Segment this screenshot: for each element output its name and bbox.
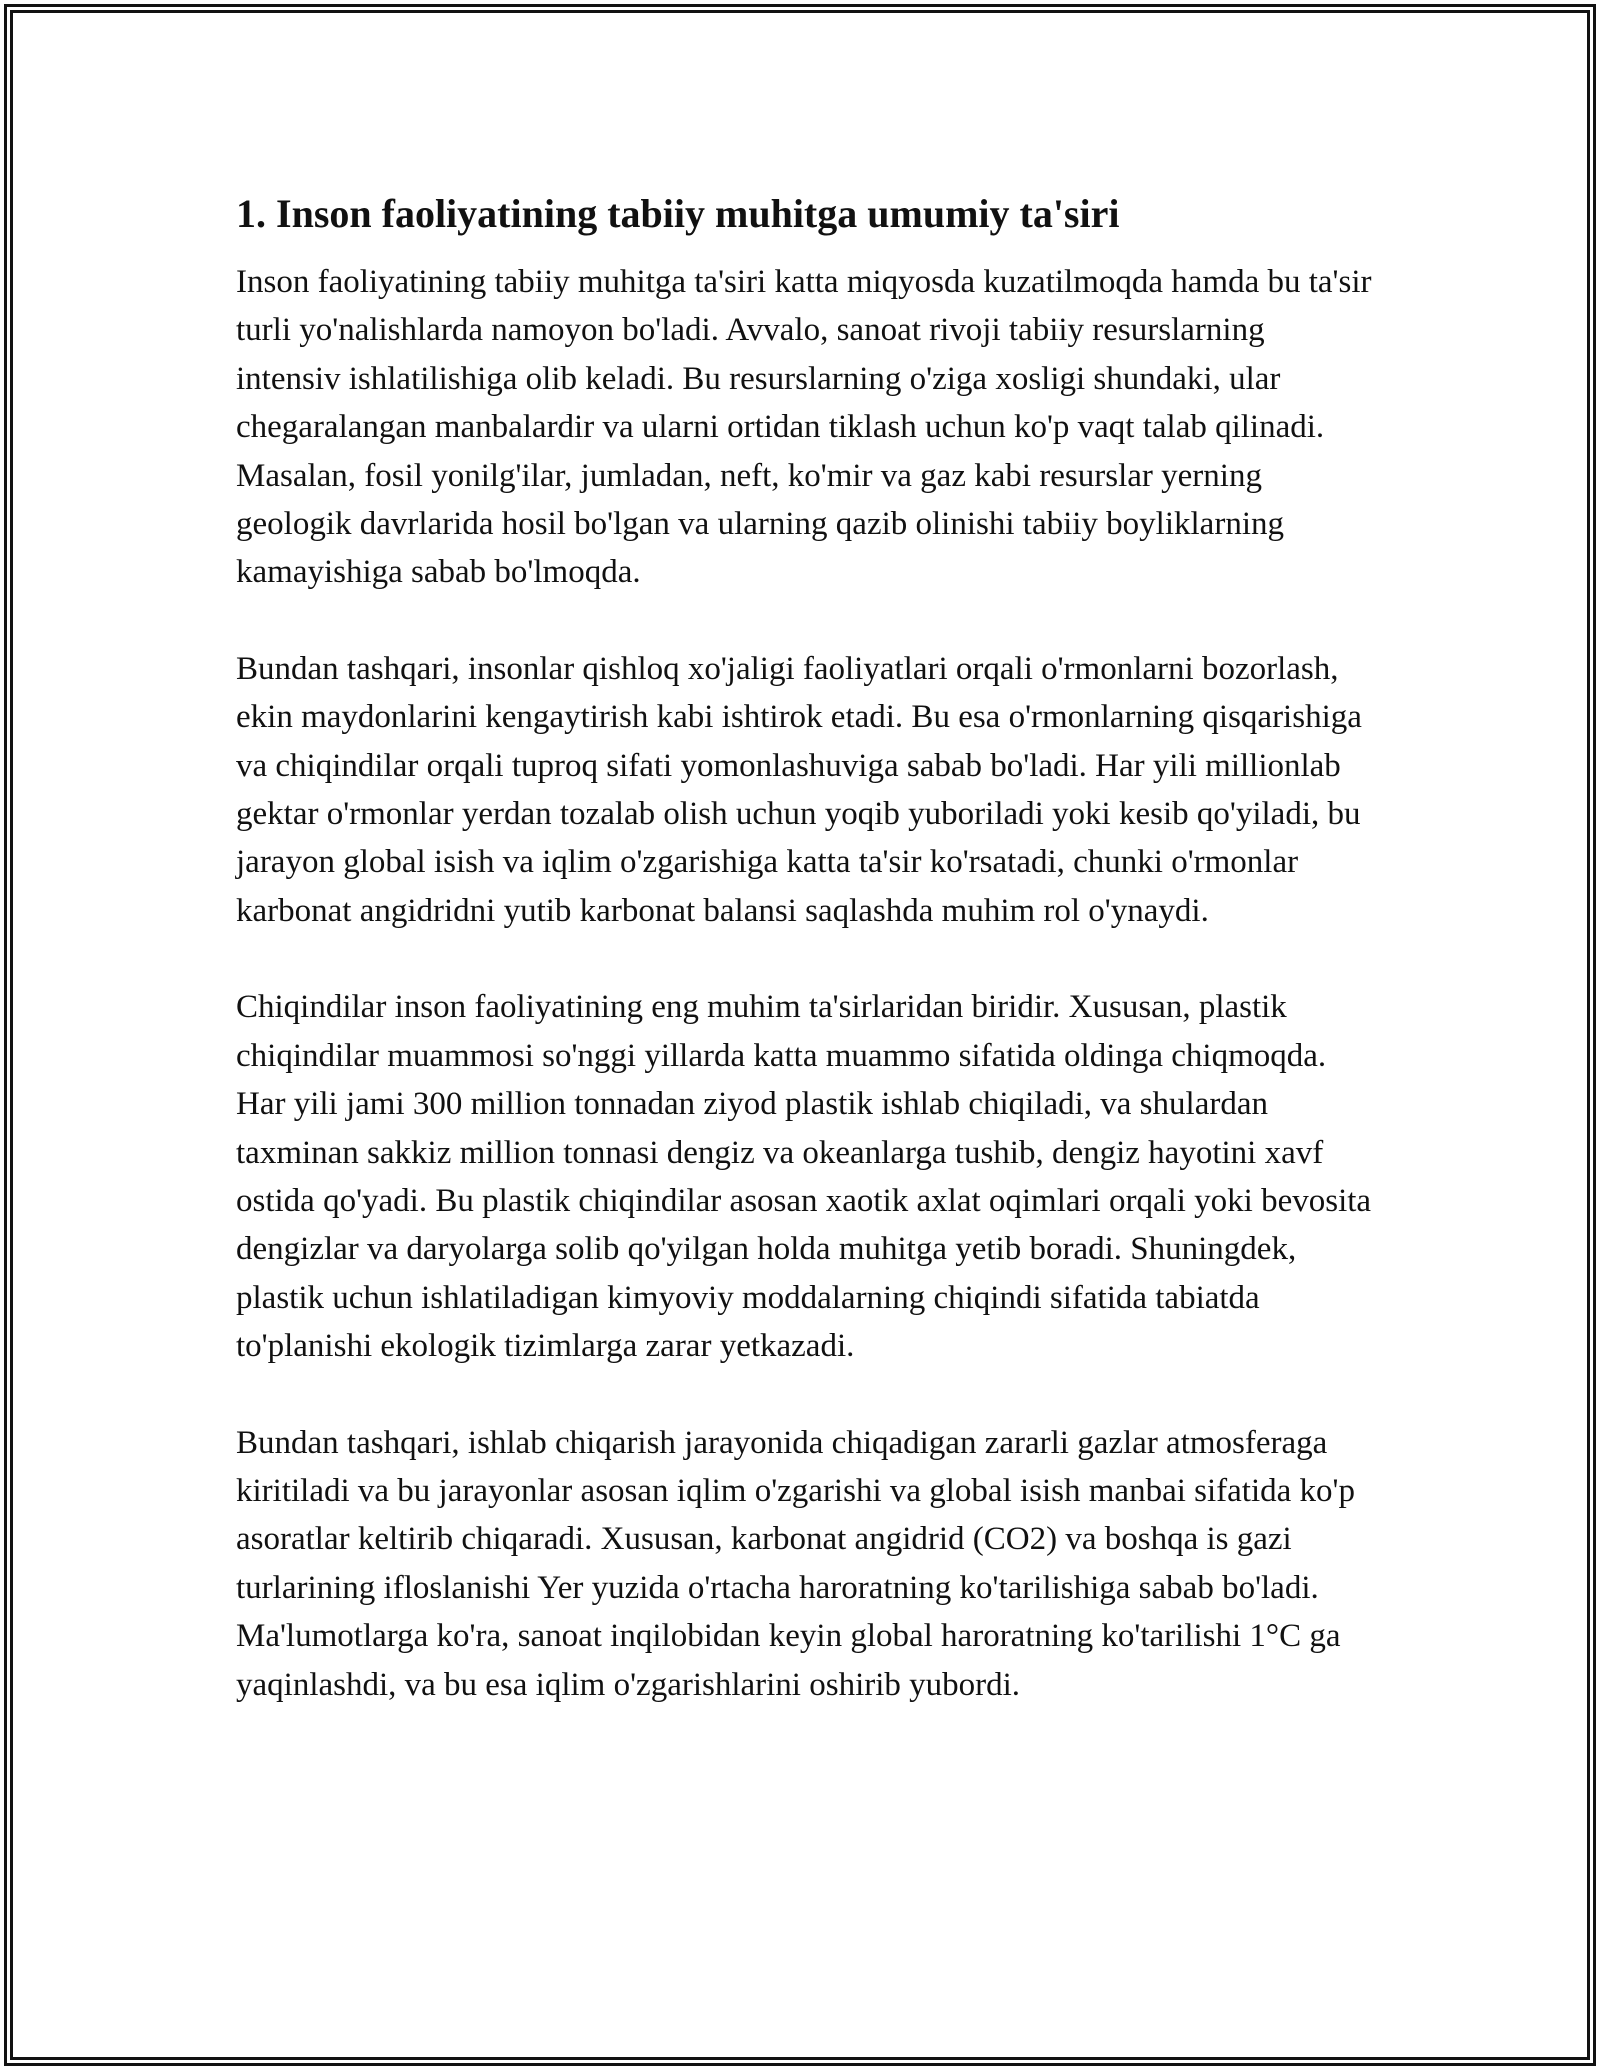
paragraph-1: Inson faoliyatining tabiiy muhitga ta'siri katta miqyosda kuzatilmoqda hamda bu ta'sir turli yo'nalishlarda namoyon bo'ladi. Avvalo, sanoat rivoji tabiiy resurslarning intensiv ishlatilishiga olib keladi. Bu resurslarning o'ziga xosligi shundaki, ular chegaralangan manbalardir va ularni ortidan tiklash uchun ko'p vaqt talab qilinadi. Masalan, fosil yonilg'ilar, jumladan, neft, ko'mir va gaz kabi resurslar yerning geologik davrlarida hosil bo'lgan va ularning qazib olinishi tabiiy boyliklarning kamayishiga sabab bo'lmoqda. — [236, 264, 1372, 591]
paragraph-4: Bundan tashqari, ishlab chiqarish jarayonida chiqadigan zararli gazlar atmosferaga kiritiladi va bu jarayonlar asosan iqlim o'zgarishi va global isish manbai sifatida ko'p asoratlar keltirib chiqaradi. Xususan, karbonat angidrid (CO2) va boshqa is gazi turlarining ifloslanishi Yer yuzida o'rtacha haroratning ko'tarilishiga sabab bo'ladi. Ma'lumotlarga ko'ra, sanoat inqilobidan keyin global haroratning ko'tarilishi 1°C ga yaqinlashdi, va bu esa iqlim o'zgarishlarini oshirib yubordi. — [236, 1424, 1355, 1703]
section-heading: 1. Inson faoliyatining tabiiy muhitga umumiy ta'siri — [236, 191, 1120, 236]
document-body — [236, 186, 1376, 1757]
paragraph-3: Chiqindilar inson faoliyatining eng muhim ta'sirlaridan biridir. Xususan, plastik chiqindilar muammosi so'nggi yillarda katta muammo sifatida oldinga chiqmoqda. Har yili jami 300 million tonnadan ziyod plastik ishlab chiqiladi, va shulardan taxminan sakkiz million tonnasi dengiz va okeanlarga tushib, dengiz hayotini xavf ostida qo'yadi. Bu plastik chiqindilar asosan xaotik axlat oqimlari orqali yoki bevosita dengizlar va daryolarga solib qo'yilgan holda muhitga yetib boradi. Shuningdek, plastik uchun ishlatiladigan kimyoviy moddalarning chiqindi sifatida tabiatda to'planishi ekologik tizimlarga zarar yetkazadi. — [236, 989, 1372, 1365]
paragraph-2: Bundan tashqari, insonlar qishloq xo'jaligi faoliyatlari orqali o'rmonlarni bozorlash, ekin maydonlarini kengaytirish kabi ishtirok etadi. Bu esa o'rmonlarning qisqarishiga va chiqindilar orqali tuproq sifati yomonlashuviga sabab bo'ladi. Har yili millionlab gektar o'rmonlar yerdan tozalab olish uchun yoqib yuboriladi yoki kesib qo'yiladi, bu jarayon global isish va iqlim o'zgarishiga katta ta'sir ko'rsatadi, chunki o'rmonlar karbonat angidridni yutib karbonat balansi saqlashda muhim rol o'ynaydi. — [236, 650, 1362, 929]
